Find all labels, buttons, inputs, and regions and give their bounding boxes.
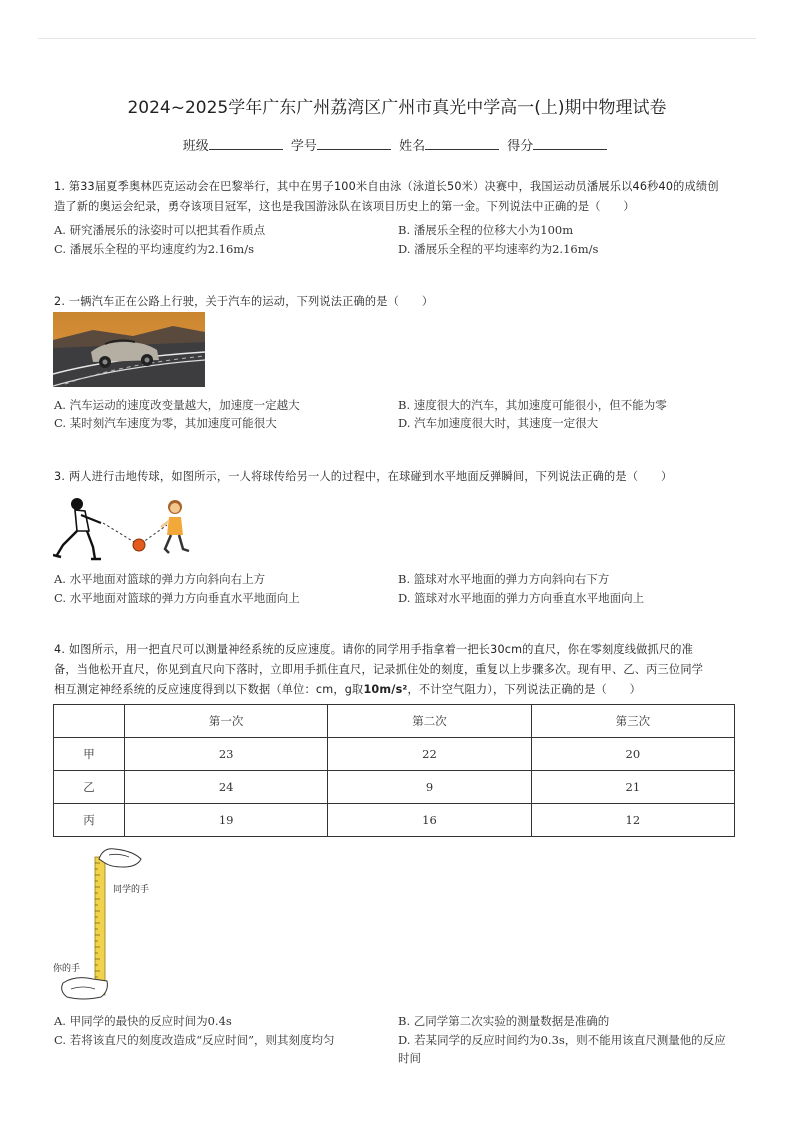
question-4	[54, 640, 744, 700]
question-1	[54, 177, 744, 217]
table-header-cell	[54, 705, 125, 738]
question-1-stem-line: 1. 第33届夏季奥林匹克运动会在巴黎举行，其中在男子100米自由泳（泳道长50米）决赛中，我国运动员潘展乐以46秒40的成绩创	[54, 180, 719, 193]
info-class-blank[interactable]	[209, 137, 283, 150]
q1-option-d[interactable]: D. 潘展乐全程的平均速率约为2.16m/s	[398, 242, 599, 256]
q3-option-c[interactable]: C. 水平地面对篮球的弹力方向垂直水平地面向上	[54, 591, 300, 605]
info-score-label: 得分	[507, 139, 534, 154]
table-cell: 20	[531, 738, 734, 771]
table-cell: 12	[531, 804, 734, 837]
page-title: 2024~2025学年广东广州荔湾区广州市真光中学高一(上)期中物理试卷	[127, 98, 667, 118]
table-cell: 甲	[54, 738, 125, 771]
table-cell: 16	[328, 804, 531, 837]
info-name-blank[interactable]	[425, 137, 499, 150]
q2-option-d[interactable]: D. 汽车加速度很大时，其速度一定很大	[398, 416, 599, 430]
question-2	[54, 292, 744, 312]
table-cell: 22	[328, 738, 531, 771]
question-4-stem-line	[54, 680, 744, 700]
table-row	[54, 771, 735, 804]
q1-option-a[interactable]: A. 研究潘展乐的泳姿时可以把其看作质点	[54, 223, 266, 237]
label-classmate-hand: 同学的手	[113, 885, 150, 895]
info-name-label: 姓名	[399, 139, 426, 154]
info-number-label: 学号	[290, 139, 317, 154]
ruler-figure	[53, 845, 163, 1005]
question-3	[54, 467, 744, 487]
stem-text: ，不计空气阻力），下列说法正确的是（ ）	[407, 683, 642, 696]
q3-option-a[interactable]: A. 水平地面对篮球的弹力方向斜向右上方	[54, 572, 266, 586]
table-cell: 24	[125, 771, 328, 804]
table-cell: 21	[531, 771, 734, 804]
stem-text: 相互测定神经系统的反应速度得到以下数据（单位：cm，g取	[54, 683, 364, 696]
question-4-stem-line: 备，当他松开直尺，你见到直尺向下落时，立即用手抓住直尺，记录抓住处的刻度，重复以上步骤多次。现有甲、乙、丙三位同学	[54, 663, 704, 676]
question-1-stem-line: 造了新的奥运会纪录，勇夺该项目冠军，这也是我国游泳队在该项目历史上的第一金。下列说法中正确的是（ ）	[54, 200, 635, 213]
table-row	[54, 738, 735, 771]
table-header-cell: 第二次	[328, 705, 531, 738]
question-4-stem-line: 4. 如图所示，用一把直尺可以测量神经系统的反应速度。请你的同学用手指拿着一把长30cm的直尺，你在零刻度线做抓尺的准	[54, 643, 694, 656]
gravity-value: 10m/s²	[363, 683, 408, 696]
reaction-data-table	[53, 704, 735, 837]
q3-option-d[interactable]: D. 篮球对水平地面的弹力方向垂直水平地面向上	[398, 591, 645, 605]
q4-option-b[interactable]: B. 乙同学第二次实验的测量数据是准确的	[398, 1014, 610, 1028]
q4-option-d[interactable]: D. 若某同学的反应时间约为0.3s，则不能用该直尺测量他的反应时间	[398, 1033, 726, 1065]
info-score-blank[interactable]	[533, 137, 607, 150]
q2-option-c[interactable]: C. 某时刻汽车速度为零，其加速度可能很大	[54, 416, 277, 430]
table-header-cell: 第三次	[531, 705, 734, 738]
student-info-line	[0, 135, 794, 154]
table-cell: 乙	[54, 771, 125, 804]
label-your-hand: 你的手	[53, 964, 81, 974]
q4-option-c[interactable]: C. 若将该直尺的刻度改造成“反应时间”，则其刻度均匀	[54, 1033, 335, 1047]
car-photo	[53, 312, 205, 387]
bounce-pass-figure	[53, 495, 193, 563]
table-cell: 丙	[54, 804, 125, 837]
q2-option-b[interactable]: B. 速度很大的汽车，其加速度可能很小，但不能为零	[398, 398, 667, 412]
top-divider	[38, 38, 756, 39]
q4-option-a[interactable]: A. 甲同学的最快的反应时间为0.4s	[54, 1014, 232, 1028]
question-2-stem-line: 2. 一辆汽车正在公路上行驶，关于汽车的运动，下列说法正确的是（ ）	[54, 295, 434, 308]
info-number-blank[interactable]	[317, 137, 391, 150]
q3-option-b[interactable]: B. 篮球对水平地面的弹力方向斜向右下方	[398, 572, 610, 586]
info-class-label: 班级	[182, 139, 209, 154]
table-row	[54, 804, 735, 837]
q1-option-c[interactable]: C. 潘展乐全程的平均速度约为2.16m/s	[54, 242, 254, 256]
table-cell: 23	[125, 738, 328, 771]
table-header-cell: 第一次	[125, 705, 328, 738]
question-3-stem-line: 3. 两人进行击地传球，如图所示，一人将球传给另一人的过程中，在球碰到水平地面反弹瞬间，下列说法正确的是（ ）	[54, 470, 673, 483]
q1-option-b[interactable]: B. 潘展乐全程的位移大小为100m	[398, 223, 574, 237]
q2-option-a[interactable]: A. 汽车运动的速度改变量越大，加速度一定越大	[54, 398, 300, 412]
table-cell: 19	[125, 804, 328, 837]
table-header-row	[54, 705, 735, 738]
table-cell: 9	[328, 771, 531, 804]
